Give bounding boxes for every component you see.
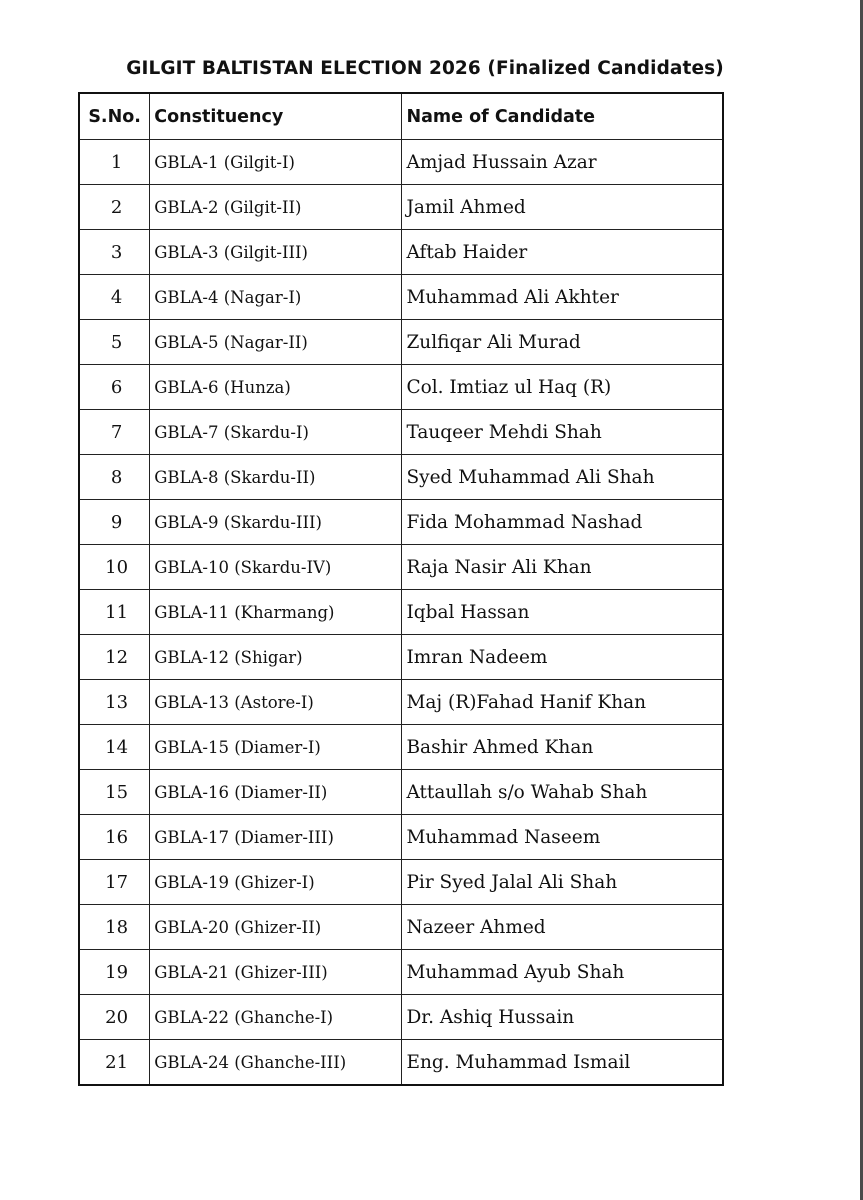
cell-candidate-name: Muhammad Ayub Shah [402,950,723,995]
cell-constituency: GBLA-16 (Diamer-II) [150,770,402,815]
document-title: GILGIT BALTISTAN ELECTION 2026 (Finalized Candidates) [126,58,724,79]
cell-constituency: GBLA-4 (Nagar-I) [150,275,402,320]
table-row [79,635,723,680]
cell-constituency: GBLA-15 (Diamer-I) [150,725,402,770]
header-sno: S.No. [79,93,150,140]
cell-constituency: GBLA-21 (Ghizer-III) [150,950,402,995]
cell-constituency: GBLA-7 (Skardu-I) [150,410,402,455]
candidates-table [78,92,724,1086]
cell-constituency: GBLA-17 (Diamer-III) [150,815,402,860]
cell-candidate-name: Maj (R)Fahad Hanif Khan [402,680,723,725]
cell-candidate-name: Tauqeer Mehdi Shah [402,410,723,455]
cell-sno: 5 [79,320,150,365]
table-row [79,1040,723,1086]
cell-sno: 16 [79,815,150,860]
header-constituency: Constituency [150,93,402,140]
table-row [79,410,723,455]
cell-constituency: GBLA-13 (Astore-I) [150,680,402,725]
cell-sno: 4 [79,275,150,320]
cell-candidate-name: Col. Imtiaz ul Haq (R) [402,365,723,410]
cell-constituency: GBLA-20 (Ghizer-II) [150,905,402,950]
cell-constituency: GBLA-11 (Kharmang) [150,590,402,635]
cell-sno: 15 [79,770,150,815]
cell-sno: 2 [79,185,150,230]
cell-constituency: GBLA-9 (Skardu-III) [150,500,402,545]
cell-sno: 10 [79,545,150,590]
cell-candidate-name: Eng. Muhammad Ismail [402,1040,723,1086]
cell-sno: 8 [79,455,150,500]
cell-candidate-name: Fida Mohammad Nashad [402,500,723,545]
table-row [79,680,723,725]
cell-constituency: GBLA-10 (Skardu-IV) [150,545,402,590]
cell-candidate-name: Zulfiqar Ali Murad [402,320,723,365]
cell-candidate-name: Jamil Ahmed [402,185,723,230]
cell-candidate-name: Bashir Ahmed Khan [402,725,723,770]
cell-candidate-name: Imran Nadeem [402,635,723,680]
table-row [79,230,723,275]
cell-constituency: GBLA-8 (Skardu-II) [150,455,402,500]
cell-constituency: GBLA-3 (Gilgit-III) [150,230,402,275]
table-body [79,140,723,1086]
table-row [79,185,723,230]
cell-sno: 9 [79,500,150,545]
table-row [79,950,723,995]
cell-sno: 18 [79,905,150,950]
table-row [79,545,723,590]
cell-candidate-name: Syed Muhammad Ali Shah [402,455,723,500]
cell-sno: 12 [79,635,150,680]
cell-sno: 6 [79,365,150,410]
table-row [79,725,723,770]
cell-sno: 11 [79,590,150,635]
header-candidate-name: Name of Candidate [402,93,723,140]
cell-sno: 20 [79,995,150,1040]
table-row [79,590,723,635]
cell-constituency: GBLA-5 (Nagar-II) [150,320,402,365]
cell-constituency: GBLA-22 (Ghanche-I) [150,995,402,1040]
cell-sno: 14 [79,725,150,770]
table-row [79,320,723,365]
cell-sno: 13 [79,680,150,725]
cell-constituency: GBLA-1 (Gilgit-I) [150,140,402,185]
cell-candidate-name: Raja Nasir Ali Khan [402,545,723,590]
cell-sno: 21 [79,1040,150,1086]
cell-candidate-name: Iqbal Hassan [402,590,723,635]
cell-candidate-name: Nazeer Ahmed [402,905,723,950]
table-header-row [79,93,723,140]
cell-candidate-name: Aftab Haider [402,230,723,275]
cell-sno: 1 [79,140,150,185]
table-row [79,815,723,860]
cell-sno: 3 [79,230,150,275]
table-row [79,905,723,950]
table-row [79,500,723,545]
table-row [79,140,723,185]
cell-sno: 17 [79,860,150,905]
cell-candidate-name: Muhammad Naseem [402,815,723,860]
cell-candidate-name: Attaullah s/o Wahab Shah [402,770,723,815]
table-row [79,365,723,410]
cell-candidate-name: Amjad Hussain Azar [402,140,723,185]
cell-constituency: GBLA-2 (Gilgit-II) [150,185,402,230]
table-row [79,995,723,1040]
table-row [79,770,723,815]
cell-candidate-name: Dr. Ashiq Hussain [402,995,723,1040]
table-row [79,455,723,500]
cell-constituency: GBLA-19 (Ghizer-I) [150,860,402,905]
cell-constituency: GBLA-6 (Hunza) [150,365,402,410]
cell-constituency: GBLA-24 (Ghanche-III) [150,1040,402,1086]
cell-sno: 7 [79,410,150,455]
table-row [79,860,723,905]
cell-candidate-name: Muhammad Ali Akhter [402,275,723,320]
cell-sno: 19 [79,950,150,995]
cell-candidate-name: Pir Syed Jalal Ali Shah [402,860,723,905]
table-row [79,275,723,320]
cell-constituency: GBLA-12 (Shigar) [150,635,402,680]
